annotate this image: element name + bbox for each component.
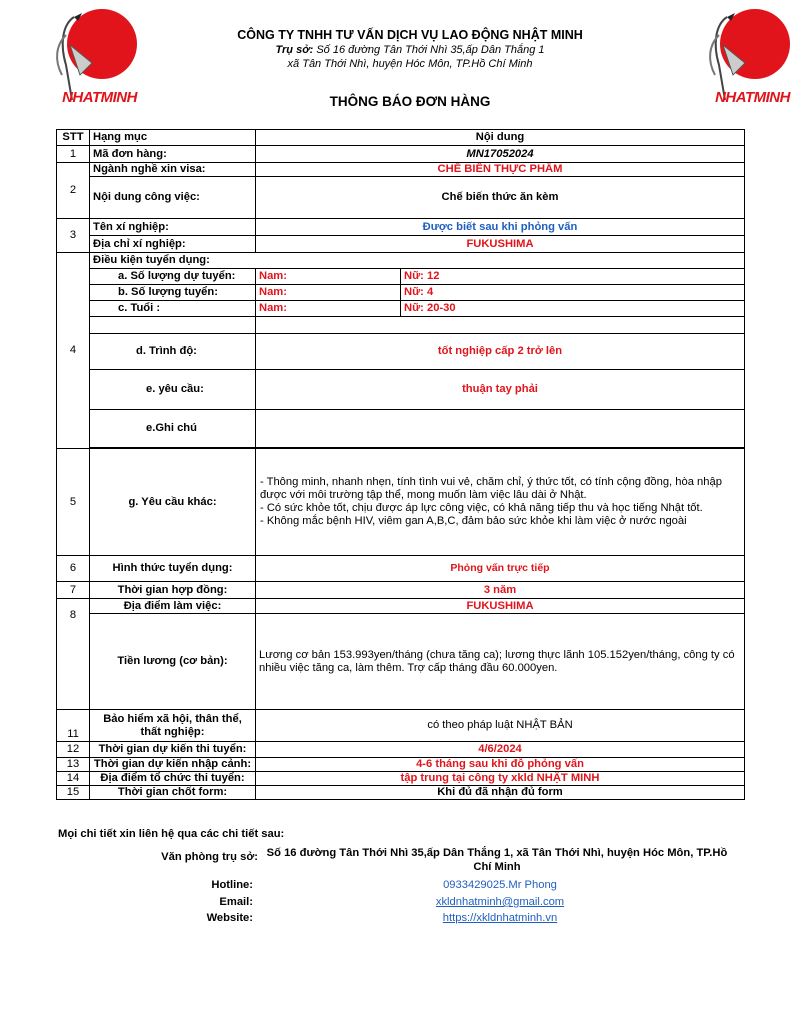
row-number: 6: [57, 556, 90, 582]
header-item: Hạng mục: [90, 130, 256, 146]
table-row: [57, 301, 745, 317]
hires-label: b. Số lượng tuyển:: [90, 285, 256, 301]
education-value: tốt nghiệp cấp 2 trở lên: [256, 334, 745, 370]
table-row: [57, 758, 745, 772]
company-address-line1: [200, 44, 620, 56]
table-row: [57, 285, 745, 301]
requirement-line: - Có sức khỏe tốt, chịu được áp lực công việc, có khả năng tiếp thu và học tiếng Nhật tốt.: [260, 502, 703, 514]
hires-female: Nữ: 4: [401, 285, 745, 301]
hotline-value[interactable]: 0933429025.Mr Phong: [443, 879, 557, 891]
office-address: Số 16 đường Tân Thới Nhì 35,ấp Dân Thắng 1, xã Tân Thới Nhì, huyện Hóc Môn, TP.Hồ Chí Minh: [266, 847, 728, 873]
hq-address-line1: Số 16 đường Tân Thới Nhì 35,ấp Dân Thắng 1: [316, 44, 545, 56]
company-header: [200, 28, 620, 70]
row-number: 14: [57, 772, 90, 786]
hire-method-value: Phỏng vấn trực tiếp: [256, 556, 745, 582]
website-link[interactable]: https://xkldnhatminh.vn: [442, 912, 558, 924]
contact-intro: Mọi chi tiết xin liên hệ qua các chi tiết sau:: [58, 828, 285, 840]
workplace-value: FUKUSHIMA: [256, 599, 745, 614]
insurance-value: có theo pháp luật NHẬT BẢN: [256, 710, 745, 742]
table-row: [57, 772, 745, 786]
table-row: [57, 163, 745, 177]
salary-label: Tiền lương (cơ bản):: [90, 614, 256, 710]
row-number: 3: [57, 219, 90, 253]
requirement-label: e. yêu cầu:: [90, 370, 256, 410]
email-label: Email:: [219, 896, 253, 908]
age-female: Nữ: 20-30: [401, 301, 745, 317]
company-value: Được biết sau khi phỏng vấn: [256, 219, 745, 236]
hq-address-line2: xã Tân Thới Nhì, huyện Hóc Môn, TP.Hồ Chí Minh: [287, 58, 533, 70]
job-label: Nội dung công việc:: [90, 177, 256, 219]
page-title: THÔNG BÁO ĐƠN HÀNG: [329, 94, 491, 109]
row-number: 15: [57, 786, 90, 800]
header-content: Nội dung: [256, 130, 745, 146]
row-number: 8: [57, 599, 90, 710]
row-number: 5: [57, 449, 90, 556]
order-table: [56, 129, 745, 800]
table-header-row: [57, 130, 745, 146]
company-logo-right: [705, 5, 800, 110]
age-male: Nam:: [256, 301, 401, 317]
address-value: FUKUSHIMA: [256, 236, 745, 253]
requirement-line: - Thông minh, nhanh nhẹn, tính tình vui vẻ, chăm chỉ, ý thức tốt, có tính cộng đồng, hòa nhập được với môi trường tập thể, mong muốn làm việc lâu dài ở Nhật.: [260, 476, 722, 501]
contract-label: Thời gian hợp đồng:: [90, 582, 256, 599]
deadline-value: Khi đủ đã nhận đủ form: [256, 786, 745, 800]
table-row: [57, 556, 745, 582]
venue-value: tập trung tại công ty xkld NHẬT MINH: [256, 772, 745, 786]
requirement-value: thuận tay phải: [256, 370, 745, 410]
empty-cell: [256, 317, 745, 334]
exam-date-value: 4/6/2024: [256, 742, 745, 758]
office-label: Văn phòng trụ sở:: [161, 851, 258, 863]
row-number: 12: [57, 742, 90, 758]
entry-value: 4-6 tháng sau khi đỗ phỏng vấn: [256, 758, 745, 772]
table-row: [57, 582, 745, 599]
applicants-female: Nữ: 12: [401, 269, 745, 285]
empty-cell: [90, 317, 256, 334]
industry-label: Ngành nghề xin visa:: [90, 163, 256, 177]
email-link[interactable]: xkldnhatminh@gmail.com: [435, 896, 565, 908]
row-number: 11: [57, 710, 90, 742]
table-row: [57, 786, 745, 800]
requirement-line: - Không mắc bệnh HIV, viêm gan A,B,C, đảm bảo sức khỏe khi làm việc ở nước ngoài: [260, 515, 687, 527]
table-row: [57, 219, 745, 236]
education-label: d. Trình độ:: [90, 334, 256, 370]
age-label: c. Tuổi :: [90, 301, 256, 317]
table-row: [57, 370, 745, 410]
order-code-value: MN17052024: [256, 146, 745, 163]
brand-logo-text: NHATMINH: [62, 89, 137, 106]
other-requirements-label: g. Yêu cầu khác:: [90, 449, 256, 556]
workplace-label: Địa điểm làm việc:: [90, 599, 256, 614]
table-row: [57, 410, 745, 448]
hire-method-label: Hình thức tuyển dụng:: [90, 556, 256, 582]
venue-label: Địa điểm tổ chức thi tuyển:: [90, 772, 256, 786]
table-row: [57, 146, 745, 163]
row-number: 4: [57, 253, 90, 449]
table-row: [57, 177, 745, 219]
row-number: 2: [57, 163, 90, 219]
table-row: [57, 317, 745, 334]
deadline-label: Thời gian chốt form:: [90, 786, 256, 800]
conditions-label: Điều kiện tuyển dụng:: [90, 253, 745, 269]
insurance-label: Bảo hiểm xã hội, thân thể, thất nghiệp:: [90, 710, 256, 742]
salary-value: Lương cơ bản 153.993yen/tháng (chưa tăng ca); lương thực lãnh 105.152yen/tháng, công ty có nhiều việc tăng ca, làm thêm. Trợ cấp tháng đầu 60.000yen.: [256, 614, 745, 710]
industry-value: CHẾ BIẾN THỰC PHẨM: [256, 163, 745, 177]
table-row: [57, 599, 745, 614]
table-row: [57, 253, 745, 269]
note-value: [256, 410, 745, 448]
table-row: [57, 710, 745, 742]
contract-value: 3 năm: [256, 582, 745, 599]
row-number: 7: [57, 582, 90, 599]
company-label: Tên xí nghiệp:: [90, 219, 256, 236]
entry-label: Thời gian dự kiến nhập cảnh:: [90, 758, 256, 772]
brand-logo-text: NHATMINH: [715, 89, 790, 106]
hires-male: Nam:: [256, 285, 401, 301]
order-code-label: Mã đơn hàng:: [90, 146, 256, 163]
note-label: e.Ghi chú: [90, 410, 256, 448]
hotline-label: Hotline:: [211, 879, 253, 891]
header-stt: STT: [57, 130, 90, 146]
other-requirements-value: [256, 449, 745, 556]
table-row: [57, 269, 745, 285]
row-number: 1: [57, 146, 90, 163]
table-row: [57, 334, 745, 370]
website-label: Website:: [206, 912, 253, 924]
company-name: CÔNG TY TNHH TƯ VẤN DỊCH VỤ LAO ĐỘNG NHẬT MINH: [237, 28, 583, 42]
hq-label: Trụ sở:: [275, 44, 314, 56]
table-row: [57, 614, 745, 662]
applicants-male: Nam:: [256, 269, 401, 285]
job-value: Chế biến thức ăn kèm: [256, 177, 745, 219]
row-number: 13: [57, 758, 90, 772]
address-label: Địa chỉ xí nghiệp:: [90, 236, 256, 253]
table-row: [57, 742, 745, 758]
exam-date-label: Thời gian dự kiến thi tuyển:: [90, 742, 256, 758]
table-row: [57, 236, 745, 253]
company-logo-left: [52, 5, 147, 110]
table-row: [57, 449, 745, 556]
applicants-label: a. Số lượng dự tuyển:: [90, 269, 256, 285]
